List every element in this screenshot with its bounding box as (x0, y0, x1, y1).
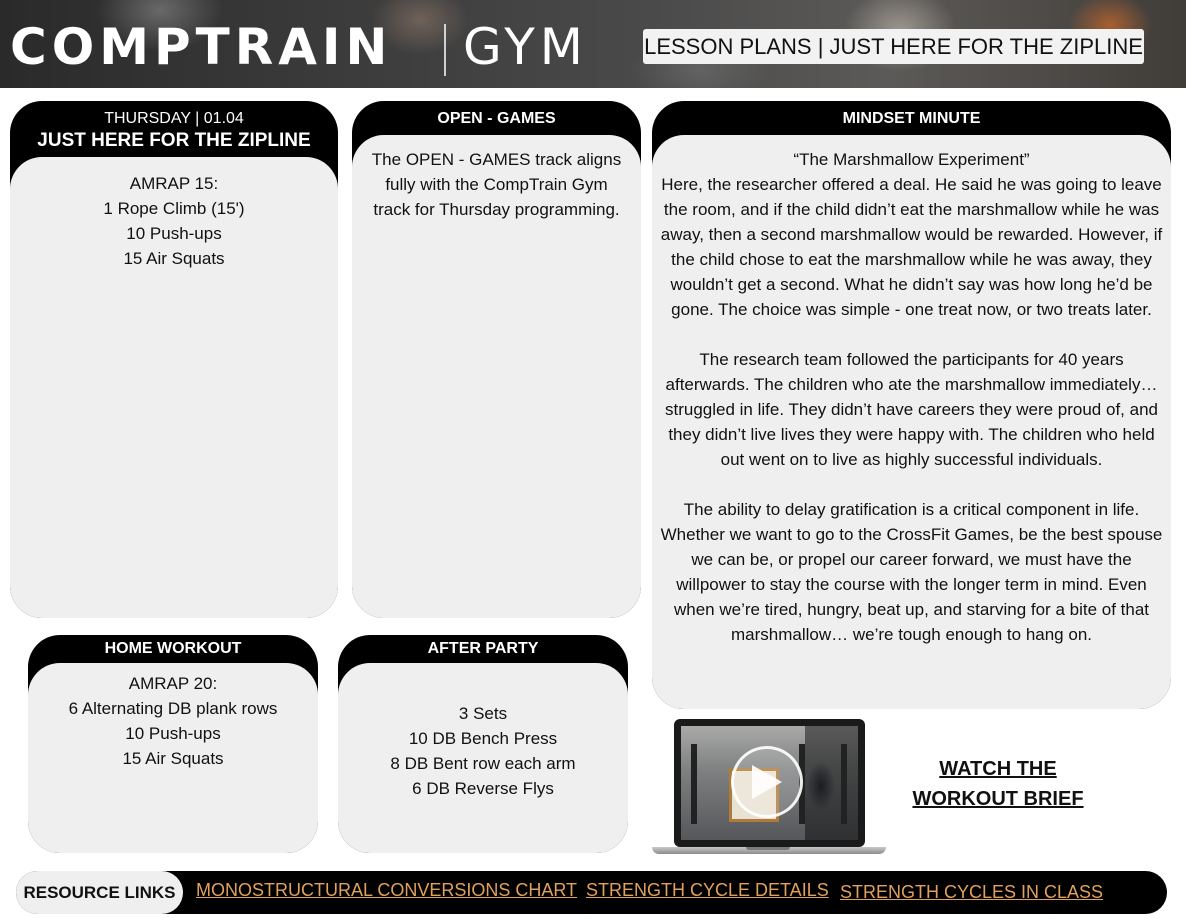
mindset-quote: “The Marshmallow Experiment” (793, 150, 1030, 169)
workout-line: 10 Push-ups (126, 224, 222, 243)
open-games-body (352, 135, 641, 618)
mindset-paragraph: The research team followed the participants for 40 years afterwards. The children who ate the marshmallow immediately… struggled in life. They didn’t have careers they were proud of, and they didn’t live lives they were happy with. The children who held out went on to live as highly successful individuals. (665, 350, 1158, 469)
play-icon[interactable] (731, 746, 803, 818)
workout-date: THURSDAY | 01.04 (104, 110, 244, 127)
logo-brand: COMPTRAIN (10, 18, 393, 76)
workout-line: 10 DB Bench Press (408, 729, 558, 748)
workout-line: 15 Air Squats (123, 249, 225, 268)
laptop-notch (746, 847, 790, 850)
workout-line: AMRAP 20: (128, 674, 218, 693)
logo-suffix: GYM (463, 18, 588, 76)
after-party-title: AFTER PARTY (427, 640, 539, 657)
workout-line: AMRAP 15: (129, 174, 219, 193)
workout-line: 15 Air Squats (122, 749, 224, 768)
logo-divider (444, 24, 446, 76)
mindset-minute-card (652, 101, 1171, 709)
zipline-card-body (10, 157, 338, 618)
zipline-card-header (10, 109, 338, 153)
mindset-title: MINDSET MINUTE (842, 110, 981, 127)
watch-workout-brief-link[interactable] (898, 754, 1098, 814)
workout-line: 3 Sets (458, 704, 508, 723)
monostructural-conversions-link[interactable]: MONOSTRUCTURAL CONVERSIONS CHART (196, 880, 578, 900)
workout-title: JUST HERE FOR THE ZIPLINE (37, 130, 311, 151)
workout-line: 1 Rope Climb (15') (103, 199, 245, 218)
watch-link-line: WORKOUT BRIEF (912, 788, 1084, 810)
play-triangle-icon (750, 763, 784, 801)
home-workout-card (28, 635, 318, 853)
workout-line: 10 Push-ups (125, 724, 221, 743)
open-games-title: OPEN - GAMES (437, 110, 556, 127)
video-frame (681, 726, 858, 840)
strength-cycle-details-link[interactable]: STRENGTH CYCLE DETAILS (586, 880, 829, 900)
strength-cycles-in-class-link[interactable]: STRENGTH CYCLES IN CLASS (840, 882, 1104, 902)
video-thumbnail[interactable] (674, 719, 865, 847)
gym-rack-graphic (691, 744, 697, 824)
header-banner (0, 0, 1186, 88)
after-party-body (338, 663, 628, 853)
mindset-body (652, 135, 1171, 709)
workout-line: 8 DB Bent row each arm (390, 754, 576, 773)
resource-links-label: RESOURCE LINKS (16, 871, 183, 914)
open-games-text: The OPEN - GAMES track aligns fully with the CompTrain Gym track for Thursday programming. (371, 150, 622, 219)
home-workout-body (28, 663, 318, 853)
home-workout-title: HOME WORKOUT (104, 640, 242, 657)
mindset-paragraph: The ability to delay gratification is a critical component in life. Whether we want to go to the CrossFit Games, be the best spouse we can be, or propel our career forward, we must have the willpower to stay the course with the longer term in mind. Even when we’re tired, hungry, beat up, and starving for a bite of that marshmallow… we’re tough enough to hang on. (660, 500, 1163, 644)
gym-rack-graphic (841, 744, 847, 824)
workout-line: 6 DB Reverse Flys (412, 779, 554, 798)
zipline-workout-card (10, 101, 338, 618)
watch-link-line: WATCH THE (939, 758, 1057, 780)
open-games-card (352, 101, 641, 618)
after-party-card (338, 635, 628, 853)
workout-line: 6 Alternating DB plank rows (68, 699, 278, 718)
mindset-paragraph: Here, the researcher offered a deal. He said he was going to leave the room, and if the child didn’t eat the marshmallow while he was away, then a second marshmallow would be rewarded. However, if the child chose to eat the marshmallow while he was away, they wouldn’t get a second. What he didn’t say was how long he’d be gone. The choice was simple - one treat now, or two treats later. (660, 175, 1163, 319)
lesson-plans-title: LESSON PLANS | JUST HERE FOR THE ZIPLINE (643, 29, 1144, 64)
